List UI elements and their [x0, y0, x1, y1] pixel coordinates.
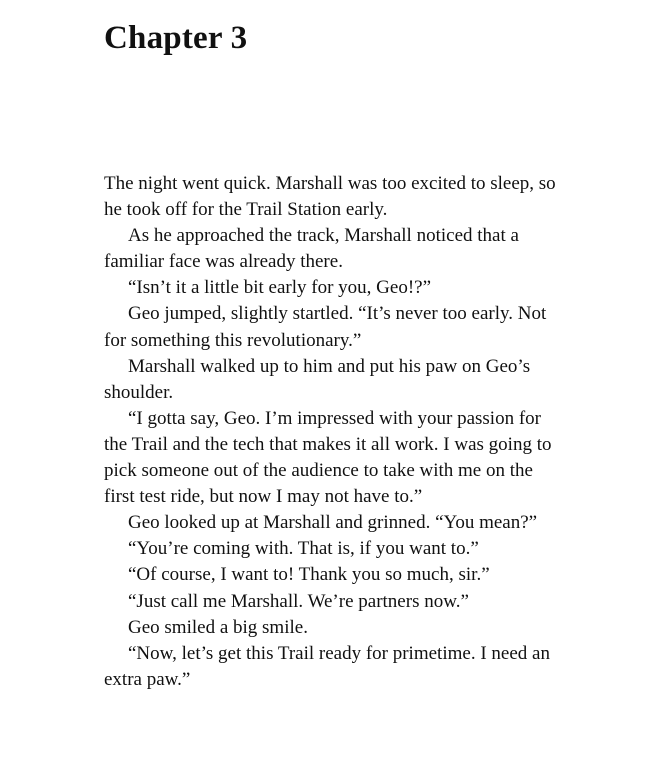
chapter-title: Chapter 3: [104, 20, 248, 56]
paragraph: As he approached the track, Marshall noticed that a familiar face was already there.: [104, 225, 519, 273]
paragraph: Geo jumped, slightly startled. “It’s never too early. Not for something this revolutionary.”: [104, 303, 547, 351]
paragraph: “Just call me Marshall. We’re partners now.”: [128, 590, 469, 612]
paragraph: “You’re coming with. That is, if you want to.”: [128, 538, 479, 560]
paragraph: Marshall walked up to him and put his paw on Geo’s shoulder.: [104, 355, 531, 403]
chapter-body: [104, 171, 564, 693]
paragraph: “Of course, I want to! Thank you so much, sir.”: [128, 564, 490, 586]
paragraph: The night went quick. Marshall was too excited to sleep, so he took off for the Trail Station early.: [104, 173, 556, 221]
paragraph: “Now, let’s get this Trail ready for primetime. I need an extra paw.”: [104, 642, 550, 690]
paragraph: Geo smiled a big smile.: [128, 616, 308, 638]
paragraph: “Isn’t it a little bit early for you, Geo!?”: [128, 277, 432, 299]
paragraph: “I gotta say, Geo. I’m impressed with your passion for the Trail and the tech that makes it all work. I was going to pick someone out of the audience to take with me on the first test ride, but now I may not have to.”: [104, 407, 552, 508]
paragraph: Geo looked up at Marshall and grinned. “You mean?”: [128, 512, 538, 534]
